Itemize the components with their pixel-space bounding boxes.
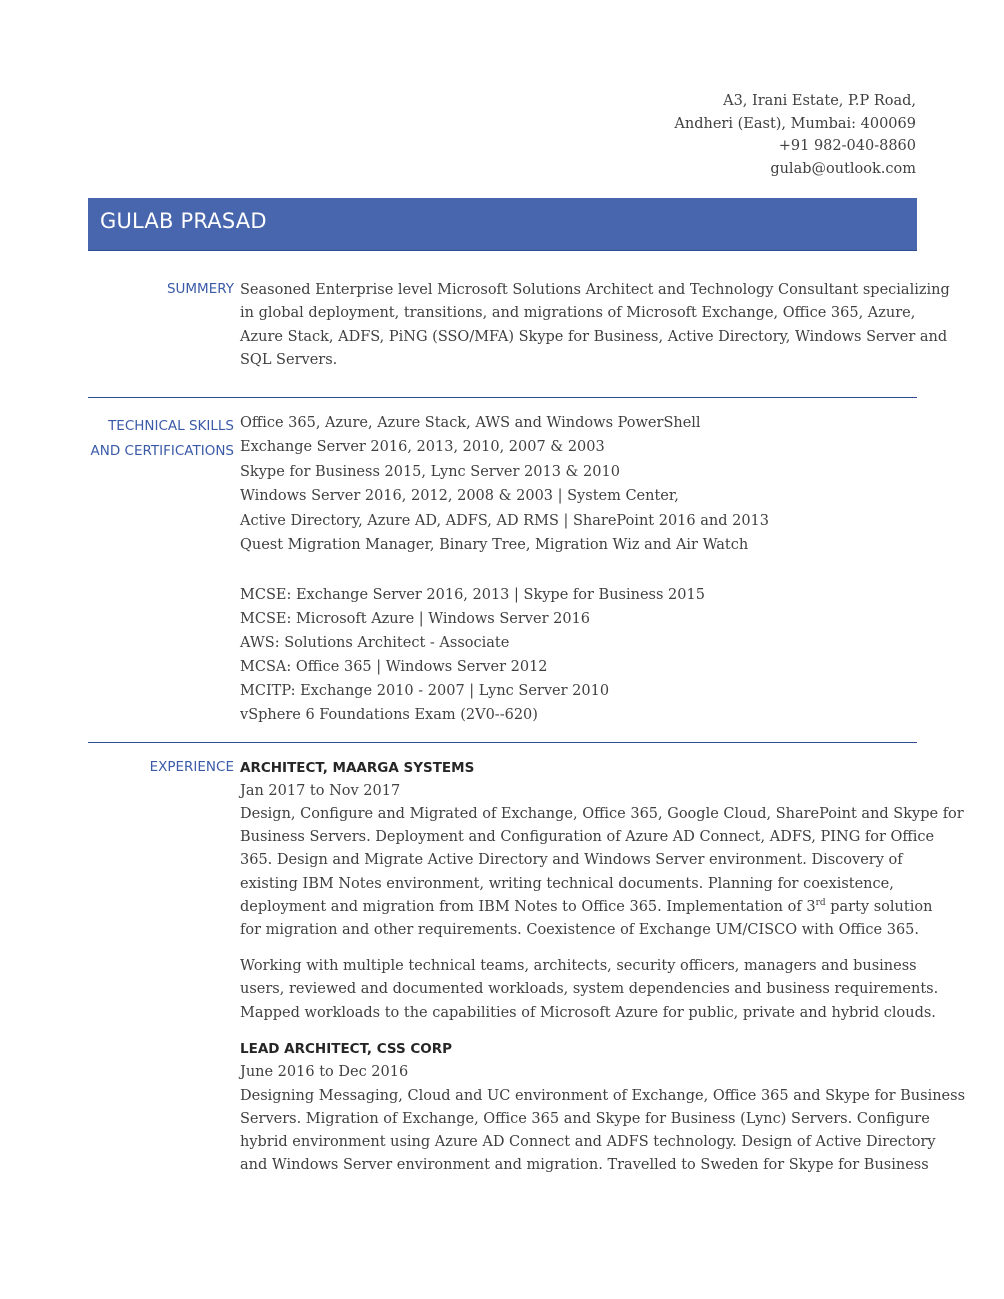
description-line: Business Servers. Deployment and Configuration of Azure AD Connect, ADFS, PING for Office (240, 829, 935, 846)
description-line (240, 896, 933, 919)
skills-label-line: AND CERTIFICATIONS (90, 442, 234, 459)
skills-label (91, 414, 234, 463)
name-banner (88, 198, 917, 251)
summary-line: in global deployment, transitions, and migrations of Microsoft Exchange, Office 365, Azure, (240, 305, 916, 322)
summary-line: SQL Servers. (240, 351, 338, 368)
skill-item: Windows Server 2016, 2012, 2008 & 2003 | System Center, (240, 488, 679, 505)
description-line: 365. Design and Migrate Active Directory and Windows Server environment. Discovery of (240, 852, 903, 869)
skill-item: Active Directory, Azure AD, ADFS, AD RMS | SharePoint 2016 and 2013 (240, 512, 770, 529)
description-line: Design, Configure and Migrated of Exchange, Office 365, Google Cloud, SharePoint and Skype for (240, 806, 964, 822)
description-line: users, reviewed and documented workloads, system dependencies and business requirements. (240, 981, 939, 998)
certification-item: MCSE: Microsoft Azure | Windows Server 2016 (240, 611, 591, 627)
description-line: and Windows Server environment and migration. Travelled to Sweden for Skype for Business (240, 1157, 929, 1173)
description-line: Working with multiple technical teams, architects, security officers, managers and business (240, 958, 917, 974)
address-line-2: Andheri (East), Mumbai: 400069 (674, 115, 916, 132)
description-text: party solution (825, 898, 933, 915)
summary-text (240, 279, 950, 372)
summary-line: Seasoned Enterprise level Microsoft Solutions Architect and Technology Consultant specializing (240, 282, 950, 298)
person-name: GULAB PRASAD (100, 209, 267, 233)
skills-list (240, 411, 920, 557)
certification-item: MCITP: Exchange 2010 - 2007 | Lync Server 2010 (240, 683, 610, 699)
description-line: hybrid environment using Azure AD Connect and ADFS technology. Design of Active Directory (240, 1134, 936, 1150)
summary-label: SUMMERY (166, 281, 234, 297)
section-divider (88, 742, 917, 743)
description-text: deployment and migration from IBM Notes to Office 365. Implementation of 3 (240, 898, 816, 915)
skill-item: Exchange Server 2016, 2013, 2010, 2007 & 2003 (240, 439, 605, 456)
phone-number: +91 982-040-8860 (778, 138, 916, 155)
description-line: Designing Messaging, Cloud and UC environment of Exchange, Office 365 and Skype for Business (240, 1088, 966, 1104)
skill-item: Quest Migration Manager, Binary Tree, Migration Wiz and Air Watch (240, 537, 749, 554)
skill-item: Office 365, Azure, Azure Stack, AWS and Windows PowerShell (240, 415, 701, 431)
job-title: ARCHITECT, MAARGA SYSTEMS (240, 760, 475, 776)
job-description (240, 955, 939, 1025)
description-line: for migration and other requirements. Coexistence of Exchange UM/CISCO with Office 365. (240, 922, 920, 939)
job-description (240, 1085, 966, 1177)
job-entry (240, 757, 920, 803)
certification-item: MCSE: Exchange Server 2016, 2013 | Skype for Business 2015 (240, 587, 705, 603)
section-divider (88, 397, 917, 398)
description-line: Servers. Migration of Exchange, Office 365 and Skype for Business (Lync) Servers. Configure (240, 1111, 930, 1127)
certification-item: vSphere 6 Foundations Exam (2V0--620) (240, 707, 538, 723)
job-dates: Jan 2017 to Nov 2017 (240, 783, 401, 799)
description-line: Mapped workloads to the capabilities of Microsoft Azure for public, private and hybrid clouds. (240, 1004, 936, 1021)
job-title: LEAD ARCHITECT, CSS CORP (240, 1041, 453, 1057)
certification-item: MCSA: Office 365 | Windows Server 2012 (240, 659, 548, 675)
experience-label: EXPERIENCE (149, 759, 234, 775)
job-description (240, 803, 964, 942)
job-dates: June 2016 to Dec 2016 (240, 1064, 409, 1080)
ordinal-suffix: rd (815, 897, 826, 908)
certifications-list (240, 583, 920, 727)
address-line-1: A3, Irani Estate, P.P Road, (723, 93, 916, 109)
contact-block (674, 90, 916, 181)
email-address: gulab@outlook.com (770, 161, 916, 178)
summary-line: Azure Stack, ADFS, PiNG (SSO/MFA) Skype for Business, Active Directory, Windows Server and (240, 328, 948, 345)
skills-label-line: TECHNICAL SKILLS (108, 418, 234, 434)
job-entry (240, 1038, 920, 1084)
description-line: existing IBM Notes environment, writing technical documents. Planning for coexistence, (240, 875, 894, 892)
certification-item: AWS: Solutions Architect - Associate (240, 635, 510, 651)
skill-item: Skype for Business 2015, Lync Server 2013 & 2010 (240, 463, 620, 480)
